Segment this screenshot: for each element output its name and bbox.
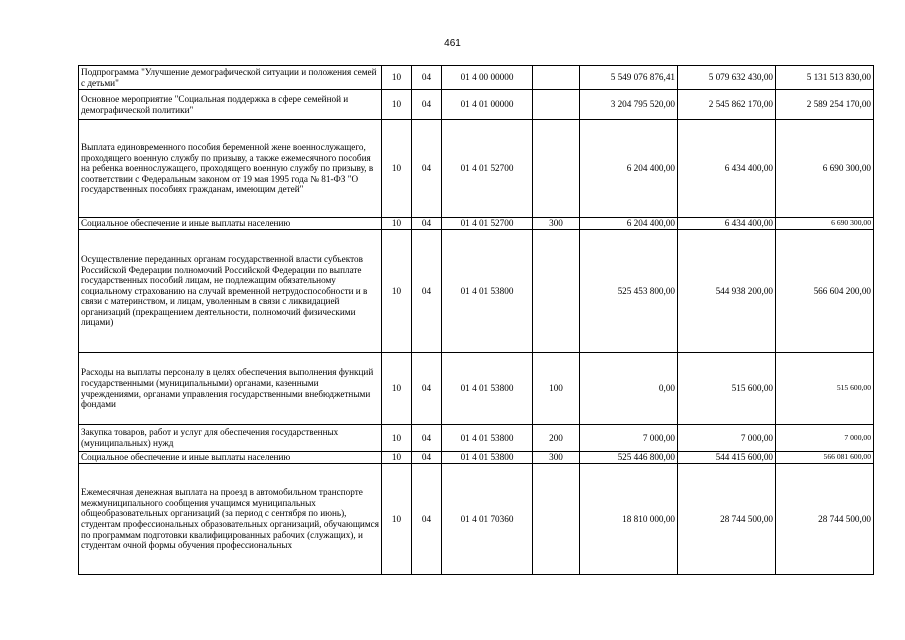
row-name: Ежемесячная денежная выплата на проезд в автомобильном транспорте межмуниципального сообщения учащимся муниципальных общеобразовательных организаций (за период с сентября по июнь), студентам профессиональных образовательных организаций, обучающимся по программам подготовки квалифицированных рабочих (служащих), и студентам очной формы обучения профессиональных (79, 464, 382, 575)
row-expense-type (533, 230, 580, 353)
row-sum-3: 2 589 254 170,00 (776, 90, 874, 120)
table-row (79, 120, 874, 218)
row-expense-type: 300 (533, 218, 580, 230)
row-name: Социальное обеспечение и иные выплаты населению (79, 452, 382, 464)
row-name: Осуществление переданных органам государственной власти субъектов Российской Федерации полномочий Российской Федерации по выплате государственных пособий лицам, не подлежащим обязательному социальному страхованию на случай временной нетрудоспособности и в связи с материнством, и лицам, уволенным в связи с ликвидацией организаций (прекращением деятельности, полномочий физическими лицами) (79, 230, 382, 353)
row-sum-3: 7 000,00 (776, 425, 874, 452)
row-sum-2: 544 938 200,00 (678, 230, 776, 353)
row-section: 10 (382, 66, 412, 90)
row-subsection: 04 (412, 120, 442, 218)
row-sum-1: 6 204 400,00 (580, 218, 678, 230)
row-sum-2: 2 545 862 170,00 (678, 90, 776, 120)
row-section: 10 (382, 452, 412, 464)
row-target-article: 01 4 01 53800 (442, 425, 533, 452)
row-target-article: 01 4 01 53800 (442, 353, 533, 425)
row-target-article: 01 4 01 52700 (442, 218, 533, 230)
page-number: 461 (444, 38, 461, 49)
row-sum-2: 6 434 400,00 (678, 218, 776, 230)
row-sum-3: 6 690 300,00 (776, 218, 874, 230)
row-target-article: 01 4 01 53800 (442, 230, 533, 353)
row-subsection: 04 (412, 452, 442, 464)
row-sum-1: 5 549 076 876,41 (580, 66, 678, 90)
row-expense-type: 200 (533, 425, 580, 452)
table-row (79, 66, 874, 90)
table-row (79, 90, 874, 120)
table-row (79, 452, 874, 464)
row-section: 10 (382, 90, 412, 120)
row-subsection: 04 (412, 66, 442, 90)
row-section: 10 (382, 230, 412, 353)
row-name: Выплата единовременного пособия беременной жене военнослужащего, проходящего военную службу по призыву, а также ежемесячного пособия на ребенка военнослужащего, проходящего военную службу по призыву, в соответствии с Федеральным законом от 19 мая 1995 года № 81-ФЗ "О государственных пособиях гражданам, имеющим детей" (79, 120, 382, 218)
row-target-article: 01 4 00 00000 (442, 66, 533, 90)
row-sum-3: 5 131 513 830,00 (776, 66, 874, 90)
table-row (79, 353, 874, 425)
row-sum-1: 0,00 (580, 353, 678, 425)
row-subsection: 04 (412, 90, 442, 120)
row-name: Основное мероприятие "Социальная поддержка в сфере семейной и демографической политики" (79, 90, 382, 120)
row-sum-1: 525 453 800,00 (580, 230, 678, 353)
row-expense-type (533, 66, 580, 90)
row-subsection: 04 (412, 464, 442, 575)
row-sum-1: 7 000,00 (580, 425, 678, 452)
row-sum-2: 6 434 400,00 (678, 120, 776, 218)
row-target-article: 01 4 01 70360 (442, 464, 533, 575)
row-sum-1: 6 204 400,00 (580, 120, 678, 218)
row-subsection: 04 (412, 425, 442, 452)
row-subsection: 04 (412, 218, 442, 230)
row-expense-type (533, 464, 580, 575)
row-sum-3: 515 600,00 (776, 353, 874, 425)
budget-table (78, 65, 874, 575)
row-sum-3: 6 690 300,00 (776, 120, 874, 218)
table-row (79, 464, 874, 575)
row-section: 10 (382, 218, 412, 230)
row-expense-type (533, 90, 580, 120)
row-expense-type: 100 (533, 353, 580, 425)
row-expense-type: 300 (533, 452, 580, 464)
row-section: 10 (382, 425, 412, 452)
table-row (79, 218, 874, 230)
row-expense-type (533, 120, 580, 218)
row-target-article: 01 4 01 53800 (442, 452, 533, 464)
row-sum-3: 566 604 200,00 (776, 230, 874, 353)
row-sum-1: 3 204 795 520,00 (580, 90, 678, 120)
row-target-article: 01 4 01 52700 (442, 120, 533, 218)
row-sum-1: 525 446 800,00 (580, 452, 678, 464)
row-sum-1: 18 810 000,00 (580, 464, 678, 575)
row-sum-2: 7 000,00 (678, 425, 776, 452)
table-row (79, 425, 874, 452)
row-subsection: 04 (412, 230, 442, 353)
row-sum-2: 5 079 632 430,00 (678, 66, 776, 90)
row-section: 10 (382, 464, 412, 575)
row-section: 10 (382, 120, 412, 218)
row-sum-2: 515 600,00 (678, 353, 776, 425)
table-row (79, 230, 874, 353)
row-sum-2: 28 744 500,00 (678, 464, 776, 575)
row-name: Закупка товаров, работ и услуг для обеспечения государственных (муниципальных) нужд (79, 425, 382, 452)
row-section: 10 (382, 353, 412, 425)
row-name: Расходы на выплаты персоналу в целях обеспечения выполнения функций государственными (муниципальными) органами, казенными учреждениями, органами управления государственными внебюджетными фондами (79, 353, 382, 425)
row-name: Подпрограмма "Улучшение демографической ситуации и положения семей с детьми" (79, 66, 382, 90)
row-target-article: 01 4 01 00000 (442, 90, 533, 120)
row-name: Социальное обеспечение и иные выплаты населению (79, 218, 382, 230)
row-subsection: 04 (412, 353, 442, 425)
row-sum-3: 28 744 500,00 (776, 464, 874, 575)
row-sum-3: 566 081 600,00 (776, 452, 874, 464)
row-sum-2: 544 415 600,00 (678, 452, 776, 464)
